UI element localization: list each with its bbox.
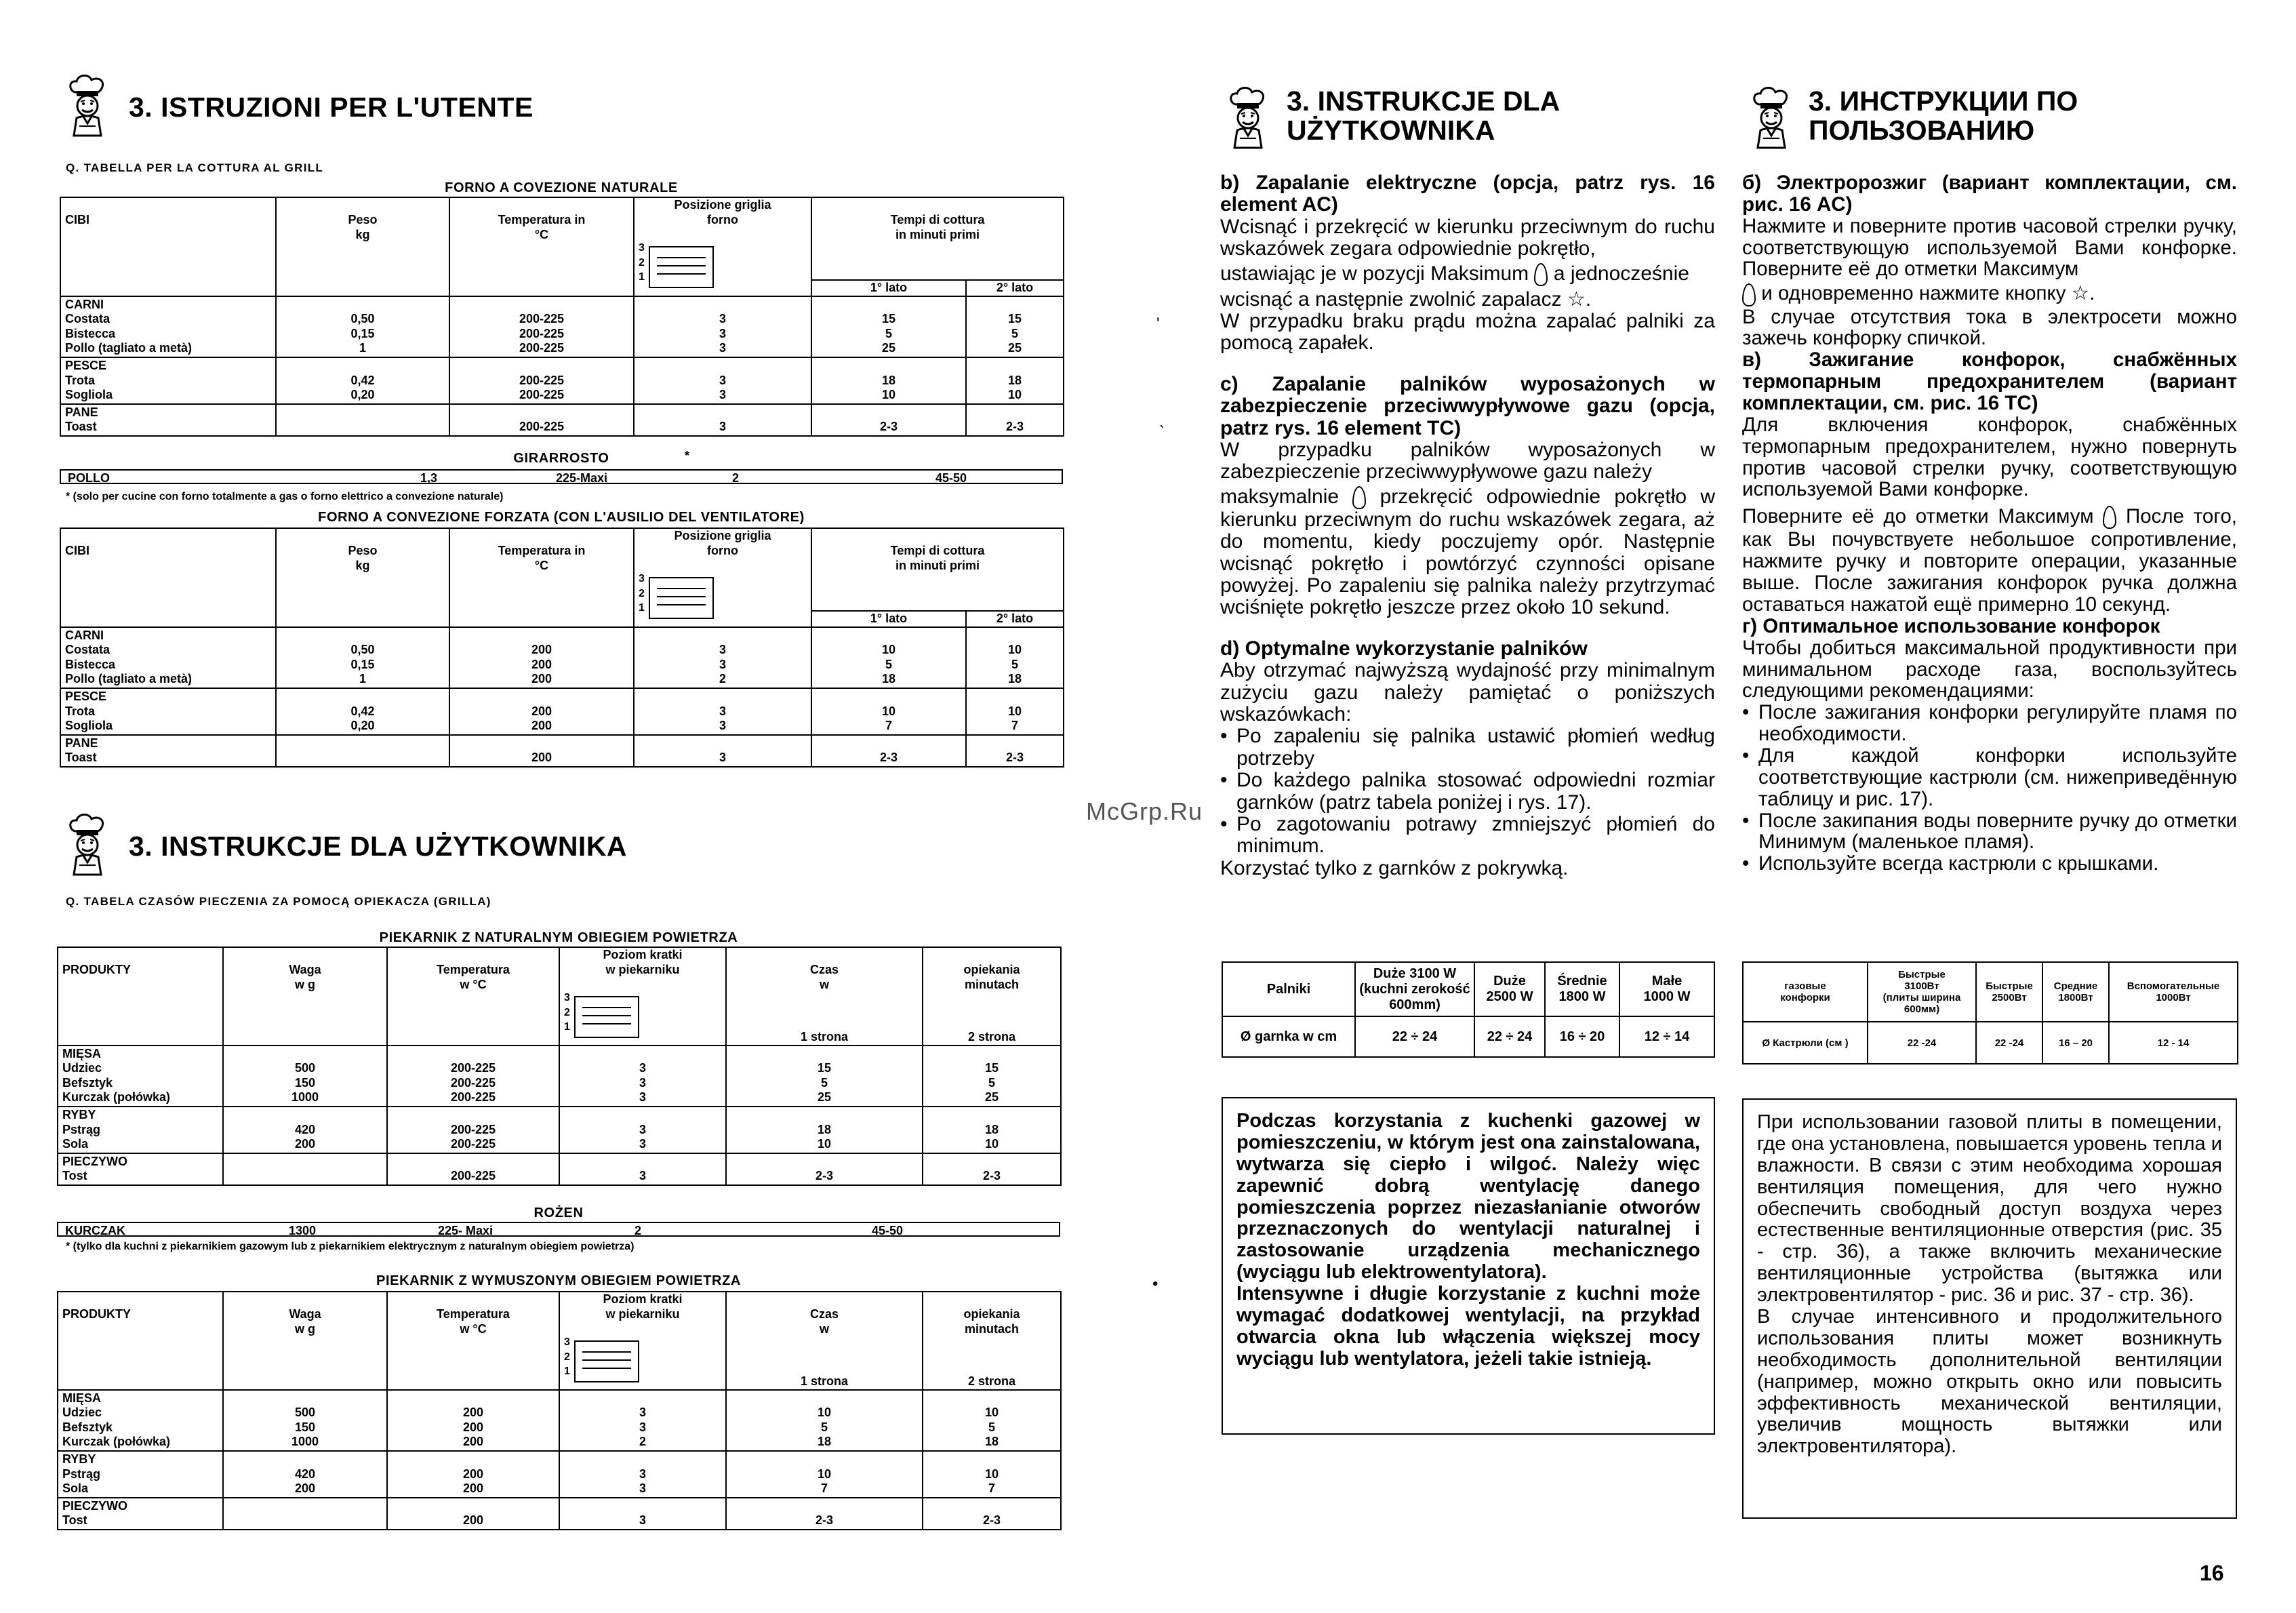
header-grill: opiekania minutach [923, 947, 1061, 1030]
table-row [58, 1153, 1061, 1185]
table-cell: 15 5 25 [726, 1046, 923, 1107]
table-row [60, 627, 1064, 688]
rack-label: Posizione griglia forno [674, 198, 771, 226]
header-temp: Temperatura w °C [387, 947, 559, 1046]
header-side2: 2° lato [966, 611, 1064, 627]
header-temp: Temperatura in °C [449, 528, 634, 627]
bullet-text: Используйте всегда кастрюли с крышками. [1758, 852, 2159, 875]
header-weight: Waga w g [223, 1292, 387, 1390]
grill-table-forced-it [60, 527, 1064, 768]
table-cell: 3 [559, 1153, 726, 1185]
list-item [1220, 770, 1715, 814]
table-cell: 18 10 [811, 357, 966, 404]
pl-b-title: b) Zapalanie elektryczne (opcja, patrz rys. 16 element AC) [1220, 172, 1715, 216]
table-cell: 3 [634, 735, 811, 767]
table-cell: 200 [449, 735, 634, 767]
table-cell: 200 200 200 [387, 1390, 559, 1451]
table-cell: 200-225 [449, 404, 634, 436]
header-time: Czas w [726, 1292, 923, 1374]
grill-table-forced-pl [57, 1291, 1062, 1530]
table-cell [276, 735, 449, 767]
kurczak-rack: 2 [635, 1224, 642, 1237]
pollo-temp: 225-Maxi [556, 471, 608, 485]
table-cell: 2-3 [966, 735, 1064, 767]
rack-number: 2 [639, 587, 645, 599]
flame-max-icon [1352, 486, 1366, 509]
table-cell: 200 200 200 [449, 627, 634, 688]
table-caption-pl: Q. TABELA CZASÓW PIECZENIA ZA POMOCĄ OPIEKACZA (GRILLA) [66, 895, 491, 908]
header-rack [634, 197, 811, 296]
table-header-cell: Быстрые 2500Вт [1976, 962, 2042, 1022]
section-heading-it: 3. ISTRUZIONI PER L'UTENTE [129, 92, 533, 123]
rozen-label: ROŻEN [533, 1206, 584, 1220]
list-item [1220, 814, 1715, 858]
kurczak-row [57, 1222, 1060, 1237]
rack-label: Poziom kratki w piekarniku [603, 1292, 683, 1321]
table-cell: 420 200 [223, 1107, 387, 1153]
girarrosto-star: * [685, 449, 690, 462]
pollo-rack: 2 [732, 471, 740, 485]
table-cell: 16 – 20 [2042, 1022, 2109, 1064]
table-cell: 0,50 0,15 1 [276, 627, 449, 688]
bullet-icon: • [1742, 809, 1750, 832]
table-cell: PANE Toast [60, 404, 276, 436]
girarrosto-label: GIRARROSTO [513, 451, 609, 466]
table-cell: 3 3 3 [559, 1046, 726, 1107]
table-cell: Ø garnka w cm [1222, 1016, 1355, 1057]
pl-bullet-list [1220, 725, 1715, 857]
table-header-cell: Palniki [1222, 962, 1355, 1016]
rack-diagram [639, 227, 807, 288]
table-cell: 2-3 [923, 1153, 1061, 1185]
rack-number: 3 [639, 242, 645, 254]
table-cell: RYBY Pstrąg Sola [58, 1107, 223, 1153]
rack-label: Poziom kratki w piekarniku [603, 948, 683, 976]
table-cell: MIĘSA Udziec Befsztyk Kurczak (połówka) [58, 1390, 223, 1451]
list-item [1742, 853, 2237, 875]
list-item [1742, 745, 2237, 810]
flame-max-icon [1534, 263, 1548, 286]
header-time: Tempi di cottura in minuti primi [811, 528, 1064, 611]
spark-icon: ☆ [2071, 282, 2090, 305]
table-cell: 200 [387, 1498, 559, 1530]
table-row [60, 357, 1064, 404]
margin-mark: ' [1156, 315, 1160, 333]
table-cell: PANE Toast [60, 735, 276, 767]
ru-box-text: При использовании газовой плиты в помещении, где она установлена, повышается уровень тепла и влажности. В связи с этим необходима хорошая вентиляция помещения, для чего нужно обеспечить свободный доступ воздуха через естественные вентиляционные отверстия (рис. 35 - стр. 36), а также включить механические вентиляционные устройства (вытяжка или электровентилятор - рис. 36 и рис. 37 - стр. 36). [1757, 1111, 2222, 1307]
rack-number: 3 [564, 992, 570, 1004]
grill-table-natural-pl [57, 947, 1062, 1186]
table-cell: 0,42 0,20 [276, 688, 449, 735]
flame-max-icon [2103, 506, 2116, 529]
footnote-it: * (solo per cucine con forno totalmente a gas o forno elettrico a convezione naturale) [66, 491, 504, 502]
table-cell: PESCE Trota Sogliola [60, 688, 276, 735]
table-cell: 22 -24 [1868, 1022, 1976, 1064]
table-row [60, 404, 1064, 436]
header-rack [559, 1292, 726, 1390]
rack-number: 1 [639, 602, 645, 614]
header-side1: 1 strona [726, 1374, 923, 1390]
table-header-cell: Быстрые 3100Вт (плиты ширина 600мм) [1868, 962, 1976, 1022]
page-number: 16 [2200, 1561, 2224, 1585]
section-heading-pl: 3. INSTRUKCJE DLA UŻYTKOWNIKA [1287, 85, 1560, 146]
table-row [58, 1498, 1061, 1530]
table-cell: 10 7 [811, 688, 966, 735]
kurczak-weight: 1300 [289, 1224, 317, 1237]
bullet-text: Po zapaleniu się palnika ustawić płomień według potrzeby [1236, 725, 1715, 770]
table-cell: PIECZYWO Tost [58, 1498, 223, 1530]
table-cell: 420 200 [223, 1451, 387, 1498]
kurczak-temp: 225- Maxi [438, 1224, 494, 1237]
header-side2: 2° lato [966, 280, 1064, 296]
ru-b-text3: В случае отсутствия тока в электросети можно зажечь конфорку спичкой. [1742, 305, 2237, 350]
bullet-icon: • [1220, 725, 1228, 748]
flame-max-icon [1742, 283, 1756, 306]
pl-d-text: Aby otrzymać najwyższą wydajność przy minimalnym zużyciu gazu należy pamiętać o poniższych wskazówkach: [1220, 659, 1715, 725]
footnote-pl: * (tylko dla kuchni z piekarnikiem gazowym lub z piekarnikiem elektrycznym z naturalnym obiegiem powietrza) [66, 1241, 635, 1252]
table-cell: 2-3 [726, 1498, 923, 1530]
ru-d-text: Чтобы добиться максимальной продуктивности при минимальном расходе газа, воспользуйтесь следующими рекомендациями: [1742, 636, 2237, 702]
chef-icon [1226, 87, 1270, 149]
oven-icon [574, 996, 639, 1038]
header-side2: 2 strona [923, 1030, 1061, 1046]
bullet-text: Для каждой конфорки используйте соответствующие кастрюли (см. нижеприведённую таблицу и рис. 17). [1758, 744, 2237, 810]
header-weight: Peso kg [276, 197, 449, 296]
table-title-it-1: FORNO A COVEZIONE NATURALE [445, 180, 678, 195]
table-cell: 15 5 25 [811, 296, 966, 357]
pl-box-text: Podczas korzystania z kuchenki gazowej w pomieszczeniu, w którym jest ona zainstalowana, wytwarza się ciepło i wilgoć. Należy więc zapewnić dobrą wentylację danego pomieszczenia poprzez niezasłanianie otworów przeznaczonych do wentylacji naturalnej i zastosowanie urządzenia mechanicznego (wyciągu lub elektrowentylatora). [1236, 1110, 1700, 1283]
chef-icon [65, 75, 110, 137]
table-cell [223, 1153, 387, 1185]
header-weight: Waga w g [223, 947, 387, 1046]
burner-table-ru [1742, 961, 2238, 1064]
table-cell: 200-225 200-225 200-225 [387, 1046, 559, 1107]
bullet-icon: • [1742, 852, 1750, 875]
table-cell: 10 5 18 [726, 1390, 923, 1451]
header-time: Tempi di cottura in minuti primi [811, 197, 1064, 280]
pollo-weight: 1,3 [420, 471, 438, 485]
table-cell: CARNI Costata Bistecca Pollo (tagliato a metà) [60, 627, 276, 688]
ru-text-column: б) Электророзжиг (вариант комплектации, см. рис. 16 AC) Нажмите и поверните против часовой стрелки ручку, соответствующую используемой Вами конфорке. Поверните её до отметки Максимум и одновременно нажмите кнопку ☆. В случае отсутствия тока в электросети можно зажечь конфорку спичкой. в) Зажигание конфорок, снабжённых термопарным предохранителем (вариант комплектации, см. рис. 16 ТС) Для включения конфорок, снабжённых термопарным предохранителем, нужно повернуть против часовой стрелки ручку, соответствующую используемой Вами конфорке. Поверните её до отметки Максимум После того, как Вы почувствуете небольшое сопротивление, нажмите ручку и повторите операции, указанные выше. После зажигания конфорок ручка должна оставаться нажатой ещё примерно 10 секунд. г) Оптимальное использование конфорок Чтобы добиться максимальной продуктивности при минимальном расходе газа, воспользуйтесь следующими рекомендациями: • После зажигания конфорки регулируйте пламя по необходимости. • Для каждой конфорки используйте соответствующие кастрюли (см. нижеприведённую таблицу и рис. 17). • После закипания воды поверните ручку до отметки Минимум (маленькое пламя). • Используйте всегда кастрюли с крышками. [1742, 172, 2238, 875]
table-header-cell: Średnie 1800 W [1545, 962, 1619, 1016]
ventilation-box-pl [1222, 1097, 1715, 1435]
bullet-text: Do każdego palnika stosować odpowiedni rozmiar garnków (patrz tabela poniżej i rys. 17). [1236, 769, 1715, 814]
rack-diagram [639, 558, 807, 619]
ru-b-text2: и одновременно нажмите кнопку [1761, 282, 2066, 305]
rack-number: 3 [639, 573, 645, 585]
header-time: Czas w [726, 947, 923, 1030]
pl-b-text5: W przypadku braku prądu można zapalać palniki za pomocą zapałek. [1220, 310, 1715, 355]
pl-c-text3: przekręcić odpowiednie pokrętło w kierunku przeciwnym do ruchu wskazówek zegara, aż do momentu, kiedy poczujemy opór. Następnie wcisnąć pokrętło i powtórzyć czynności opisane powyżej. Po zapaleniu się palnika należy przytrzymać wciśnięte pokrętło jeszcze przez około 10 sekund. [1220, 485, 1715, 619]
table-cell: 22 -24 [1976, 1022, 2042, 1064]
bullet-text: Po zagotowaniu potrawy zmniejszyć płomień do minimum. [1236, 812, 1715, 858]
table-header-cell: Małe 1000 W [1619, 962, 1714, 1016]
header-weight: Peso kg [276, 528, 449, 627]
table-cell: 3 3 3 [634, 296, 811, 357]
table-cell: 2-3 [726, 1153, 923, 1185]
table-title-pl-1: PIEKARNIK Z NATURALNYM OBIEGIEM POWIETRZA [379, 930, 738, 945]
ru-d-title: г) Оптимальное использование конфорок [1742, 614, 2160, 637]
chef-icon [1749, 87, 1794, 149]
header-grill: opiekania minutach [923, 1292, 1061, 1374]
table-cell: 3 3 [559, 1107, 726, 1153]
table-cell: 500 150 1000 [223, 1046, 387, 1107]
table-cell: PIECZYWO Tost [58, 1153, 223, 1185]
pl-c-text2: maksymalnie [1220, 485, 1340, 508]
section-heading-ru: 3. ИНСТРУКЦИИ ПО ПОЛЬЗОВАНИЮ [1809, 85, 2078, 146]
header-side1: 1 strona [726, 1030, 923, 1046]
table-cell: RYBY Pstrąg Sola [58, 1451, 223, 1498]
ru-b-text1: Нажмите и поверните против часовой стрелки ручку, соответствующую используемой Вами конфорке. Поверните её до отметки Максимум [1742, 214, 2237, 281]
rack-number: 2 [639, 256, 645, 268]
pollo-label: POLLO [68, 471, 110, 485]
table-cell [223, 1498, 387, 1530]
header-temp: Temperatura in °C [449, 197, 634, 296]
kurczak-label: KURCZAK [65, 1224, 125, 1237]
table-header-cell: Duże 2500 W [1474, 962, 1545, 1016]
table-cell: 10 7 [966, 688, 1064, 735]
rack-diagram [564, 1321, 721, 1382]
table-cell: 18 10 [726, 1107, 923, 1153]
pl-b-text2: ustawiając je w pozycji Maksimum [1220, 262, 1529, 285]
table-title-it-2: FORNO A CONVEZIONE FORZATA (CON L'AUSILIO DEL VENTILATORE) [318, 510, 805, 525]
kurczak-time: 45-50 [872, 1224, 904, 1237]
table-cell: 16 ÷ 20 [1545, 1016, 1619, 1057]
bullet-icon: • [1220, 769, 1228, 792]
grill-table-natural-it [60, 197, 1064, 437]
pl-d-title: d) Optymalne wykorzystanie palników [1220, 637, 1588, 660]
pl-d-last: Korzystać tylko z garnków z pokrywką. [1220, 856, 1569, 879]
table-row [60, 735, 1064, 767]
pl-text-column: b) Zapalanie elektryczne (opcja, patrz rys. 16 element AC) Wcisnąć i przekręcić w kierunku przeciwnym do ruchu wskazówek zegara odpowiednie pokrętło, ustawiając je w pozycji Maksimum a jednocześnie wcisnąć a następnie zwolnić zapalacz ☆. W przypadku braku prądu można zapalać palniki za pomocą zapałek. c) Zapalanie palników wyposażonych w zabezpieczenie przeciwwypływowe gazu (opcja, patrz rys. 16 element TC) W przypadku palników wyposażonych w zabezpieczenie przeciwwypływowe gazu należy maksymalnie przekręcić odpowiednie pokrętło w kierunku przeciwnym do ruchu wskazówek zegara, aż do momentu, kiedy poczujemy opór. Następnie wcisnąć pokrętło i powtórzyć czynności opisane powyżej. Po zapaleniu się palnika należy przytrzymać wciśnięte pokrętło jeszcze przez około 10 sekund. d) Optymalne wykorzystanie palników Aby otrzymać najwyższą wydajność przy minimalnym zużyciu gazu należy pamiętać o poniższych wskazówkach: • Po zapaleniu się palnika ustawić płomień według potrzeby • Do każdego palnika stosować odpowiedni rozmiar garnków (patrz tabela poniżej i rys. 17). • Po zagotowaniu potrawy zmniejszyć płomień do minimum. Korzystać tylko z garnków z pokrywką. [1220, 172, 1715, 879]
table-cell: 3 3 [634, 357, 811, 404]
table-cell: 22 ÷ 24 [1474, 1016, 1545, 1057]
header-food: PRODUKTY [58, 947, 223, 1046]
table-cell: 2-3 [811, 735, 966, 767]
ru-b-title: б) Электророзжиг (вариант комплектации, см. рис. 16 AC) [1742, 172, 2237, 216]
header-temp: Temperatura w °C [387, 1292, 559, 1390]
pl-c-title: c) Zapalanie palników wyposażonych w zabezpieczenie przeciwwypływowe gazu (opcja, patrz rys. 16 element TC) [1220, 372, 1715, 439]
table-cell: Ø Кастрюли (см ) [1743, 1022, 1868, 1064]
pl-box-text2: Intensywne i długie korzystanie z kuchni może wymagać dodatkowej wentylacji, na przykład otwarcia okna lub włączenia większej mocy wyciągu lub wentylatora, jeżeli takie istnieją. [1236, 1283, 1700, 1370]
pl-b-text1: Wcisnąć i przekręcić w kierunku przeciwnym do ruchu wskazówek zegara odpowiednie pokrętło, [1220, 215, 1715, 260]
oven-icon [574, 1340, 639, 1382]
ru-c-title: в) Зажигание конфорок, снабжённых термопарным предохранителем (вариант комплектации, см. рис. 16 ТС) [1742, 349, 2237, 414]
table-cell: 0,50 0,15 1 [276, 296, 449, 357]
header-side1: 1° lato [811, 611, 966, 627]
header-side1: 1° lato [811, 280, 966, 296]
chef-icon [65, 814, 110, 876]
table-cell: 200-225 200-225 [449, 357, 634, 404]
table-cell [276, 404, 449, 436]
bullet-text: После закипания воды поверните ручку до отметки Минимум (маленькое пламя). [1758, 809, 2237, 854]
table-cell: 10 5 18 [923, 1390, 1061, 1451]
table-cell: CARNI Costata Bistecca Pollo (tagliato a metà) [60, 296, 276, 357]
pl-b-text4: wcisnąć a następnie zwolnić zapalacz [1220, 287, 1562, 311]
table-caption-it: Q. TABELLA PER LA COTTURA AL GRILL [66, 161, 324, 174]
list-item [1742, 702, 2237, 745]
list-item [1220, 725, 1715, 770]
oven-icon [649, 246, 714, 288]
rack-number: 3 [564, 1336, 570, 1349]
header-rack [559, 947, 726, 1046]
watermark: McGrp.Ru [1086, 797, 1203, 825]
list-item [1742, 810, 2237, 854]
ventilation-box-ru [1742, 1098, 2237, 1519]
spark-icon: ☆ [1567, 287, 1586, 311]
table-cell: 200-225 [387, 1153, 559, 1185]
table-cell: 3 [634, 404, 811, 436]
bullet-icon: • [1742, 744, 1750, 768]
table-header-cell: Средние 1800Вт [2042, 962, 2109, 1022]
header-food: CIBI [60, 197, 276, 296]
rack-number: 2 [564, 1006, 570, 1018]
table-cell: 3 3 2 [559, 1390, 726, 1451]
pollo-time: 45-50 [935, 471, 967, 485]
table-cell: 2-3 [923, 1498, 1061, 1530]
table-cell: 500 150 1000 [223, 1390, 387, 1451]
table-row [58, 1046, 1061, 1107]
bullet-text: После зажигания конфорки регулируйте пламя по необходимости. [1758, 701, 2237, 746]
header-side2: 2 strona [923, 1374, 1061, 1390]
table-header-cell: газовые конфорки [1743, 962, 1868, 1022]
ru-c-text3: После того, как Вы почувствуете небольшое сопротивление, нажмите ручку и повторите операции, указанные выше. После зажигания конфорок ручка должна оставаться нажатой ещё примерно 10 секунд. [1742, 505, 2238, 616]
table-cell: 200-225 200-225 [387, 1107, 559, 1153]
table-cell: PESCE Trota Sogliola [60, 357, 276, 404]
margin-mark: ` [1159, 423, 1165, 441]
rack-diagram [564, 977, 721, 1038]
rack-number: 1 [564, 1021, 570, 1033]
table-header-cell: Вспомогательные 1000Вт [2109, 962, 2238, 1022]
margin-mark: • [1152, 1275, 1159, 1293]
table-cell: 18 10 [923, 1107, 1061, 1153]
rack-number: 1 [639, 271, 645, 283]
ru-bullet-list [1742, 702, 2237, 875]
table-cell: 200 200 [449, 688, 634, 735]
table-cell: 3 3 [559, 1451, 726, 1498]
table-row [58, 1107, 1061, 1153]
rack-label: Posizione griglia forno [674, 529, 771, 557]
table-cell: 2-3 [966, 404, 1064, 436]
table-cell: 10 7 [923, 1451, 1061, 1498]
table-cell: 15 5 25 [923, 1046, 1061, 1107]
table-cell: 10 5 18 [811, 627, 966, 688]
table-cell: 12 ÷ 14 [1619, 1016, 1714, 1057]
header-food: PRODUKTY [58, 1292, 223, 1390]
table-cell: 200 200 [387, 1451, 559, 1498]
table-row [60, 296, 1064, 357]
table-cell: 3 [559, 1498, 726, 1530]
table-cell: 22 ÷ 24 [1355, 1016, 1474, 1057]
header-food: CIBI [60, 528, 276, 627]
header-rack [634, 528, 811, 627]
bullet-icon: • [1742, 701, 1750, 724]
pollo-row [60, 469, 1063, 484]
table-cell: MIĘSA Udziec Befsztyk Kurczak (połówka) [58, 1046, 223, 1107]
rack-number: 1 [564, 1366, 570, 1378]
table-cell: 0,42 0,20 [276, 357, 449, 404]
table-cell: 2-3 [811, 404, 966, 436]
table-row [58, 1390, 1061, 1451]
oven-icon [649, 577, 714, 619]
table-cell: 10 7 [726, 1451, 923, 1498]
table-cell: 10 5 18 [966, 627, 1064, 688]
ru-box-text2: В случае интенсивного и продолжительного использования плиты может возникнуть необходимость дополнительной вентиляции (например, можно открыть окно или повысить эффективность механической вентиляции, увеличив мощность вытяжки или электровентилятора). [1757, 1306, 2222, 1458]
table-cell: 18 10 [966, 357, 1064, 404]
burner-table-pl [1222, 961, 1715, 1058]
section-heading-pl-left: 3. INSTRUKCJE DLA UŻYTKOWNIKA [129, 831, 628, 862]
table-cell: 15 5 25 [966, 296, 1064, 357]
table-title-pl-2: PIEKARNIK Z WYMUSZONYM OBIEGIEM POWIETRZA [376, 1273, 741, 1288]
pl-c-text1: W przypadku palników wyposażonych w zabezpieczenie przeciwwypływowe gazu należy [1220, 438, 1715, 483]
table-cell: 3 3 2 [634, 627, 811, 688]
table-cell: 3 3 [634, 688, 811, 735]
ru-c-text2: Поверните её до отметки Максимум [1742, 505, 2094, 528]
bullet-icon: • [1220, 812, 1228, 835]
ru-c-text1: Для включения конфорок, снабжённых термопарным предохранителем, нужно повернуть против часовой стрелки ручку, соответствующую используемой Вами конфорке. [1742, 413, 2237, 501]
table-cell: 200-225 200-225 200-225 [449, 296, 634, 357]
pl-b-text3: a jednocześnie [1553, 262, 1689, 285]
table-row [58, 1451, 1061, 1498]
table-header-cell: Duże 3100 W (kuchni zerokość 600mm) [1355, 962, 1474, 1016]
table-row [60, 688, 1064, 735]
table-cell: 12 - 14 [2109, 1022, 2238, 1064]
rack-number: 2 [564, 1351, 570, 1363]
